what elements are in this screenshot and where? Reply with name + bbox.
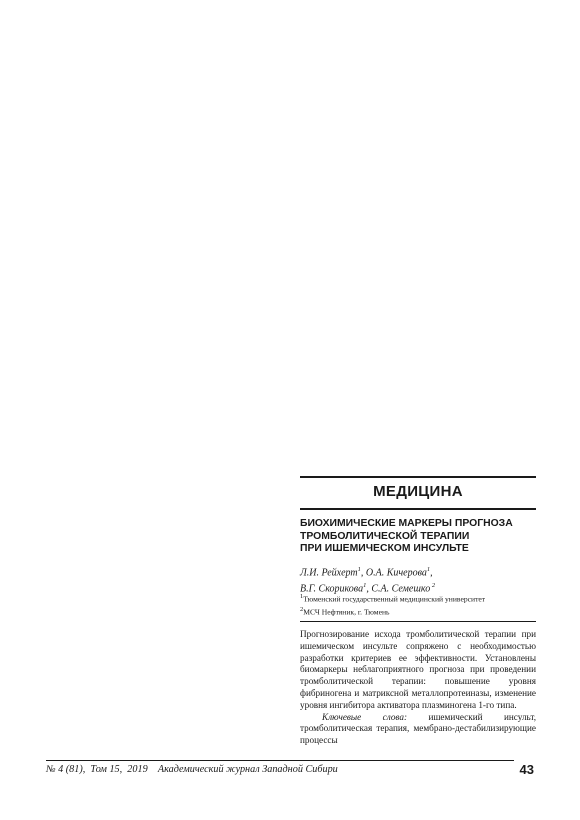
author-name: В.Г. Скорикова (300, 583, 364, 595)
section-rule-bottom (300, 508, 536, 510)
footer-volume: Том 15, (90, 764, 123, 775)
affiliation (300, 605, 536, 618)
author-name: О.А. Кичерова (365, 567, 427, 579)
author-name: С.А. Семешко (371, 583, 431, 595)
title-line: ПРИ ИШЕМИЧЕСКОМ ИНСУЛЬТЕ (300, 543, 469, 554)
article-title (300, 518, 536, 556)
keywords-text: ишемический инсульт, тромболитическая терапия, мембрано-дестабилизирующие процессы (300, 711, 536, 746)
keywords-label: Ключевые слова: (322, 711, 408, 722)
affiliation (300, 592, 536, 605)
footer-year: 2019 (127, 764, 148, 775)
page-number: 43 (519, 762, 534, 777)
title-line: ТРОМБОЛИТИЧЕСКОЙ ТЕРАПИИ (300, 530, 470, 542)
affiliation-text: МСЧ Нефтяник, г. Тюмень (303, 607, 390, 617)
author-sep: , (366, 583, 372, 595)
section-rule-top (300, 476, 536, 478)
author-line (300, 563, 536, 579)
author-sep: , (430, 567, 433, 579)
title-line: БИОХИМИЧЕСКИЕ МАРКЕРЫ ПРОГНОЗА (300, 518, 513, 529)
affiliation-text: Тюменский государственный медицинский университет (303, 594, 486, 604)
affiliation-ref: 2 (300, 605, 304, 613)
author-list (300, 563, 536, 596)
author-affil-ref: 2 (430, 582, 436, 590)
footer-journal: Академический журнал Западной Сибири (157, 764, 338, 775)
affiliation-ref: 1 (300, 593, 304, 600)
author-affil-ref: 1 (426, 566, 431, 573)
keywords-paragraph (300, 712, 536, 747)
abstract-text: Прогнозирование исхода тромболитической терапии при ишемическом инсульте сопряжено с необходимостью разработки критериев ее эффективности. Установлены биомаркеры неблагоприятного прогноза при проведении тромболитической терапии: повышение уровня фибриногена и матриксной металлопротеиназы, изменение уровня ингибитора активатора плазминогена 1-го типа. (300, 629, 536, 710)
author-sep: , (360, 567, 366, 579)
author-name: Л.И. Рейхерт (300, 567, 358, 579)
author-affil-ref: 1 (363, 582, 367, 590)
section-heading: МЕДИЦИНА (373, 483, 463, 500)
running-footer (46, 764, 338, 775)
abstract-block (300, 629, 536, 747)
footer-rule (46, 760, 514, 761)
author-affil-ref: 1 (357, 566, 361, 573)
abstract-rule (300, 621, 536, 622)
footer-issue: № 4 (81), (46, 764, 86, 775)
affiliation-list (300, 592, 536, 617)
